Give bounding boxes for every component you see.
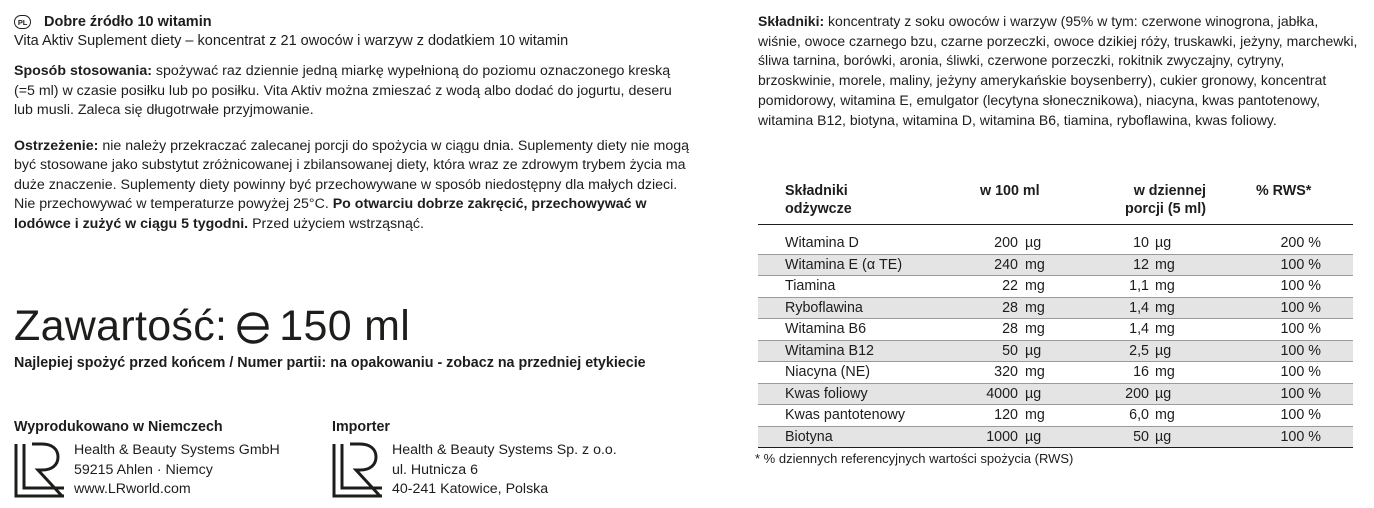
nutrition-table xyxy=(758,179,1353,448)
table-row xyxy=(758,233,1353,255)
product-title: Dobre źródło 10 witamin xyxy=(44,14,212,30)
importer-address xyxy=(392,441,617,500)
unit-per-100ml: mg xyxy=(1025,407,1045,423)
value-rws: 100 % xyxy=(1280,321,1321,337)
unit-per-100ml: µg xyxy=(1025,385,1042,402)
table-row xyxy=(758,319,1353,341)
usage-label: Sposób stosowania: xyxy=(14,63,152,79)
content-volume xyxy=(14,300,410,352)
unit-daily: µg xyxy=(1155,342,1172,359)
table-row xyxy=(758,276,1353,298)
value-daily: 6,0 xyxy=(1129,407,1149,423)
value-per-100ml: 50 xyxy=(1002,342,1018,359)
header-nutrients-line2: odżywcze xyxy=(785,201,852,217)
table-row xyxy=(758,255,1353,277)
nutrient-name: Kwas foliowy xyxy=(785,385,868,402)
header-nutrients xyxy=(785,182,852,218)
value-rws: 100 % xyxy=(1280,364,1321,380)
value-daily: 12 xyxy=(1133,256,1149,273)
header-daily-line1: w dziennej xyxy=(1133,183,1206,199)
manufacturer-city: 59215 Ahlen · Niemcy xyxy=(74,461,213,478)
lr-logo-icon xyxy=(14,442,66,498)
value-rws: 100 % xyxy=(1280,299,1321,316)
table-row xyxy=(758,298,1353,320)
header-daily-line2: porcji (5 ml) xyxy=(1124,201,1206,217)
header-rws: % RWS* xyxy=(1256,183,1312,199)
right-column xyxy=(758,12,1358,130)
ingredients-label: Składniki: xyxy=(758,13,825,29)
value-daily: 1,4 xyxy=(1129,299,1149,316)
value-per-100ml: 120 xyxy=(994,407,1018,423)
value-rws: 100 % xyxy=(1280,385,1321,402)
unit-per-100ml: µg xyxy=(1025,235,1042,251)
unit-per-100ml: mg xyxy=(1025,278,1045,294)
warning-label: Ostrzeżenie: xyxy=(14,137,99,154)
manufacturer-heading: Wyprodukowano w Niemczech xyxy=(14,419,223,435)
value-per-100ml: 22 xyxy=(1002,278,1018,294)
unit-per-100ml: mg xyxy=(1025,299,1045,316)
importer-city: 40-241 Katowice, Polska xyxy=(392,481,549,497)
value-per-100ml: 320 xyxy=(994,364,1018,380)
nutrition-rows xyxy=(758,233,1353,448)
nutrient-name: Witamina B6 xyxy=(785,321,867,337)
importer-body xyxy=(332,441,617,500)
nutrition-table-header xyxy=(758,179,1353,225)
nutrient-name: Kwas pantotenowy xyxy=(785,407,906,423)
unit-daily: mg xyxy=(1155,364,1175,380)
value-daily: 1,4 xyxy=(1129,321,1149,337)
value-per-100ml: 200 xyxy=(994,235,1018,251)
value-per-100ml: 4000 xyxy=(986,385,1018,402)
value-daily: 2,5 xyxy=(1129,342,1149,359)
nutrient-name: Tiamina xyxy=(785,278,836,294)
value-daily: 1,1 xyxy=(1129,278,1149,294)
rws-footnote: * % dziennych referencyjnych wartości spożycia (RWS) xyxy=(755,451,1074,466)
unit-per-100ml: µg xyxy=(1025,342,1042,359)
content-label: Zawartość: xyxy=(14,301,228,350)
unit-daily: mg xyxy=(1155,299,1175,316)
value-per-100ml: 28 xyxy=(1002,321,1018,337)
header-nutrients-line1: Składniki xyxy=(785,183,848,199)
table-row xyxy=(758,384,1353,406)
value-rws: 100 % xyxy=(1280,256,1321,273)
value-daily: 200 xyxy=(1125,385,1149,402)
table-row xyxy=(758,427,1353,449)
manufacturer-company: Health & Beauty Systems GmbH xyxy=(74,442,280,458)
unit-daily: mg xyxy=(1155,278,1175,294)
unit-daily: µg xyxy=(1155,385,1172,402)
value-per-100ml: 240 xyxy=(994,256,1018,273)
nutrient-name: Biotyna xyxy=(785,428,833,445)
header-daily-portion xyxy=(1096,182,1206,218)
value-rws: 100 % xyxy=(1280,428,1321,445)
unit-per-100ml: µg xyxy=(1025,428,1042,445)
header-per-100ml: w 100 ml xyxy=(980,183,1040,199)
ingredients-paragraph xyxy=(758,12,1358,130)
value-rws: 100 % xyxy=(1280,278,1321,294)
importer-heading: Importer xyxy=(332,419,390,435)
nutrient-name: Witamina D xyxy=(785,235,859,251)
importer-block xyxy=(332,419,617,500)
language-badge: PL xyxy=(14,15,31,29)
left-column xyxy=(14,12,694,234)
usage-text: spożywać raz dziennie jedną miarkę wypełnioną do poziomu oznaczonego kreską (=5 ml) w czasie posiłku lub po posiłku. Vita Aktiv można zmieszać z wodą albo dodać do jogurtu, deseru lub musli. Zaleca się długotrwałe przyjmowanie. xyxy=(14,63,672,118)
value-rws: 100 % xyxy=(1280,342,1321,359)
unit-per-100ml: mg xyxy=(1025,321,1045,337)
value-daily: 16 xyxy=(1133,364,1149,380)
nutrient-name: Ryboflawina xyxy=(785,299,863,316)
unit-per-100ml: mg xyxy=(1025,364,1045,380)
shake-instruction: Przed użyciem wstrząsnąć. xyxy=(248,215,424,232)
value-per-100ml: 28 xyxy=(1002,299,1018,316)
value-rws: 200 % xyxy=(1280,235,1321,251)
unit-daily: µg xyxy=(1155,235,1172,251)
usage-paragraph xyxy=(14,62,694,121)
value-rws: 100 % xyxy=(1280,407,1321,423)
estimate-e-icon xyxy=(235,310,271,346)
best-before-note: Najlepiej spożyć przed końcem / Numer partii: na opakowaniu - zobacz na przedniej etykiecie xyxy=(14,355,646,371)
table-row xyxy=(758,341,1353,363)
unit-daily: mg xyxy=(1155,256,1175,273)
manufacturer-block xyxy=(14,419,280,500)
value-per-100ml: 1000 xyxy=(986,428,1018,445)
value-daily: 50 xyxy=(1133,428,1149,445)
product-subtitle: Vita Aktiv Suplement diety – koncentrat z 21 owoców i warzyw z dodatkiem 10 witamin xyxy=(14,33,569,49)
table-row xyxy=(758,362,1353,384)
value-daily: 10 xyxy=(1133,235,1149,251)
storage-instruction: Po otwarciu dobrze zakręcić, przechowywać w lodówce i zużyć w ciągu 5 tygodni. xyxy=(14,196,647,232)
importer-company: Health & Beauty Systems Sp. z o.o. xyxy=(392,442,617,458)
unit-per-100ml: mg xyxy=(1025,256,1045,273)
lr-logo-icon xyxy=(332,442,384,498)
product-title-line xyxy=(14,12,694,32)
warning-text: nie należy przekraczać zalecanej porcji do spożycia w ciągu dnia. Suplementy diety nie mogą być stosowane jako substytut zróżnicowanej i zbilansowanej diety, która wraz ze zdrowym trybem życia ma duże znaczenie. Suplementy diety powinny być przechowywane w sposób niedostępny dla małych dzieci. Nie przechowywać w temperaturze powyżej 25°C. xyxy=(14,137,690,212)
manufacturer-website: www.LRworld.com xyxy=(74,481,191,497)
unit-daily: mg xyxy=(1155,321,1175,337)
importer-street: ul. Hutnicza 6 xyxy=(392,461,478,478)
nutrient-name: Niacyna (NE) xyxy=(785,364,871,380)
unit-daily: µg xyxy=(1155,428,1172,445)
manufacturer-body xyxy=(14,441,280,500)
ingredients-text: koncentraty z soku owoców i warzyw (95% w tym: czerwone winogrona, jabłka, wiśnie, owoce czarnego bzu, czarne porzeczki, owoce dzikiej róży, truskawki, jeżyny, marchewki, śliwa tarnina, borówki, aronia, śliwki, czerwone porzeczki, rokitnik zwyczajny, cytryny, brzoskwinie, morele, maliny, jeżyny amerykańskie boysenberry), cukier gronowy, koncentrat pomidorowy, witamina E, emulgator (lecytyna słonecznikowa), niacyna, kwas pantotenowy, witamina B12, biotyna, witamina D, witamina B6, tiamina, ryboflawina, kwas foliowy. xyxy=(758,13,1358,128)
warning-paragraph xyxy=(14,137,694,235)
table-row xyxy=(758,405,1353,427)
unit-daily: mg xyxy=(1155,407,1175,423)
nutrient-name: Witamina E (α TE) xyxy=(785,256,903,273)
nutrient-name: Witamina B12 xyxy=(785,342,874,359)
content-value: 150 ml xyxy=(279,301,411,350)
manufacturer-address xyxy=(74,441,280,500)
